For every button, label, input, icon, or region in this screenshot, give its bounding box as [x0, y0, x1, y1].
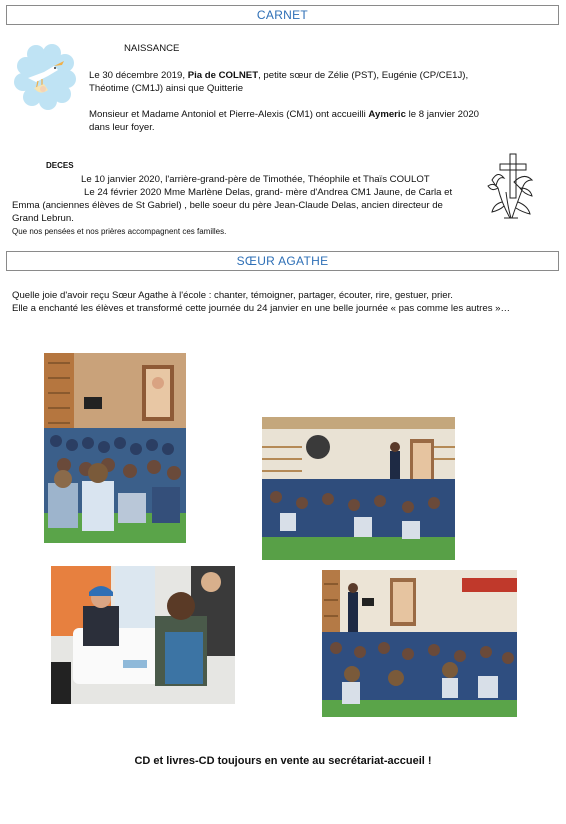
- deces-line-2: Le 24 février 2020 Mme Marlène Delas, grand- mère d'Andrea CM1 Jaune, de Carla et: [84, 187, 453, 198]
- cd-sales-notice: CD et livres-CD toujours en vente au secrétariat-accueil !: [134, 755, 432, 767]
- carnet-heading: [6, 5, 559, 25]
- photo-sister-agathe-signing: [51, 566, 235, 704]
- agathe-heading: [6, 251, 559, 271]
- deces-line-1: Le 10 janvier 2020, l'arrière-grand-père de Timothée, Théophile et Thaïs COULOT: [81, 174, 430, 185]
- cross-lilies-icon: [484, 152, 536, 224]
- birth-text-post: , petite sœur de Zélie (PST), Eugénie (CP/CE1J),: [258, 70, 469, 81]
- welcome-name: Aymeric: [368, 109, 406, 120]
- welcome-text-pre: Monsieur et Madame Antoniol et Pierre-Alexis (CM1) ont accueilli: [89, 109, 369, 120]
- stork-baby-icon: [14, 44, 76, 110]
- agathe-heading-text: SŒUR AGATHE: [236, 254, 329, 268]
- naissance-title: NAISSANCE: [124, 43, 180, 54]
- birth-text-pre: Le 30 décembre 2019,: [89, 70, 188, 81]
- carnet-heading-text: CARNET: [256, 8, 309, 22]
- agathe-line-1: Quelle joie d'avoir reçu Sœur Agathe à l'école : chanter, témoigner, partager, écouter, rire, gestuer, prier.: [12, 290, 453, 301]
- photo-assembly-1: [44, 353, 186, 543]
- deces-title-text: DECES: [46, 161, 74, 170]
- birth-name: Pia de COLNET: [187, 70, 259, 81]
- welcome-text-post: le 8 janvier 2020: [405, 109, 479, 120]
- welcome-announcement: [89, 108, 529, 134]
- welcome-text-line2: dans leur foyer.: [89, 122, 155, 133]
- deces-line-3: Emma (anciennes élèves de St Gabriel) , belle soeur du père Jean-Claude Delas, ancien directeur de: [12, 200, 443, 211]
- deces-title: [46, 160, 74, 171]
- photo-assembly-3: [322, 570, 517, 717]
- agathe-line-2: Elle a enchanté les élèves et transformé cette journée du 24 janvier en une belle journée « pas comme les autres »…: [12, 303, 511, 314]
- birth-announcement: [89, 69, 529, 95]
- birth-text-line2: Théotime (CM1J) ainsi que Quitterie: [89, 83, 244, 94]
- deces-closing: Que nos pensées et nos prières accompagnent ces familles.: [12, 227, 227, 236]
- photo-assembly-2: [262, 417, 455, 560]
- deces-line-4: Grand Lebrun.: [12, 213, 74, 224]
